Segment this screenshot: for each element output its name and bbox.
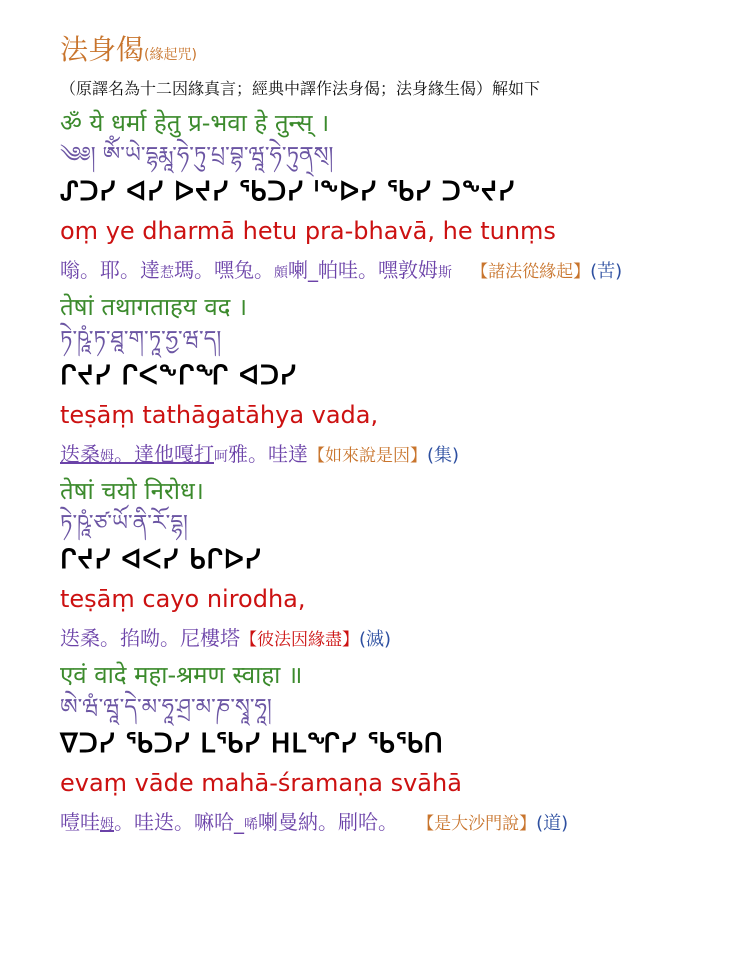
verse-chinese: [60, 618, 740, 658]
chinese-text: 嗡。耶。達: [60, 258, 160, 282]
verse-devanagari: तेषां तथागताहय वद ।: [60, 293, 248, 321]
verse-chinese: [60, 250, 740, 290]
verse-category: (苦): [590, 261, 623, 282]
chinese-text: 喇_帕哇。嘿敦姆: [288, 258, 438, 282]
verse-devanagari: एवं वादे महा-श्रमण स्वाहा ॥: [60, 661, 303, 689]
verse-category: (滅): [359, 629, 392, 650]
document: [60, 28, 740, 842]
verse-2: [60, 290, 740, 474]
verse-romanized: oṃ ye dharmā hetu pra-bhavā, he tunṃs: [60, 217, 556, 245]
verse-romanized: teṣāṃ cayo nirodha,: [60, 585, 306, 613]
chinese-text: 迭桑。掐呦。尼樓塔: [60, 626, 240, 650]
chinese-text: 噎哇: [60, 810, 100, 834]
verse-siddham: ᐁᑐᓯ ᖃᑐᓯ ᒪᖃᓯ ᕼᒪᖏᓯ ᖃᖃᑎ: [60, 729, 444, 759]
chinese-text: 瑪。嘿兔。: [174, 258, 274, 282]
verse-devanagari: तेषां चयो निरोध।: [60, 477, 204, 505]
title-row: [60, 28, 740, 68]
verse-chinese: [60, 434, 740, 474]
verse-meaning: 【如來說是因】: [308, 446, 427, 466]
verse-meaning: 【彼法因緣盡】: [240, 630, 359, 650]
verse-1: [60, 106, 740, 290]
chinese-small: 姆: [100, 449, 114, 465]
verse-siddham: ᒋᔪᓯ ᐊᐸᓯ ᑲᒋᐅᓯ: [60, 545, 262, 575]
verse-tibetan: ཨེ་ཝཾ་ཝཱ་དེ་མ་ཧཱ་ཤྲ་མ་ཎ་སྭཱ་ཧཱ།: [60, 695, 272, 720]
chinese-text: 迭桑: [60, 442, 100, 466]
chinese-text: 。哇迭。嘛哈_: [114, 810, 244, 834]
page-title: 法身偈: [60, 33, 145, 66]
verse-3: [60, 474, 740, 658]
verse-romanized: evaṃ vāde mahā-śramaṇa svāhā: [60, 769, 462, 797]
intro-text: （原譯名為十二因緣真言；經典中譯作法身偈；法身緣生偈）解如下: [60, 79, 541, 98]
chinese-small: 姆: [100, 817, 114, 833]
verse-4: [60, 658, 740, 842]
verse-meaning: 【諸法從緣起】: [471, 262, 591, 282]
verse-tibetan: ཏེ་ཥཱཾ་ཙ་ཡོ་ནི་རོ་དྷ།: [60, 511, 188, 536]
chinese-small: 唏: [244, 817, 258, 833]
chinese-text: 。達他嘎打: [114, 442, 214, 466]
verse-siddham: ᔑᑐᓯ ᐊᓯ ᐅᔪᓯ ᖃᑐᓯ ᑊᖕᐅᓯ ᖃᓯ ᑐᖕᔪᓯ: [60, 177, 515, 207]
chinese-text: 喇曼納。刷哈。: [258, 810, 398, 834]
verse-chinese: [60, 802, 740, 842]
verse-category: (道): [536, 813, 569, 834]
verse-meaning: 【是大沙門說】: [417, 814, 537, 834]
chinese-small: 頗: [274, 265, 288, 281]
verse-tibetan: ༄༅། ཨོཾ་ཡེ་དྷརྨཱ་ཧེ་ཏུ་པྲ་བྷ་ཝཱ་ཧེ་ཏུན྄ས྄།: [60, 143, 334, 168]
chinese-small: 惹: [160, 265, 174, 281]
verse-category: (集): [427, 445, 460, 466]
verse-romanized: teṣāṃ tathāgatāhya vada,: [60, 401, 379, 429]
verse-tibetan: ཏེ་ཥཱཾ་ཏ་ཐཱ་ག་ཏཱ་ཧྱ་ཝ་ད།: [60, 327, 222, 352]
page-subtitle: (緣起咒): [144, 47, 197, 63]
chinese-small: 呵: [214, 449, 228, 465]
verse-devanagari: ॐ ये धर्मा हेतु प्र-भवा हे तुन्स् ।: [60, 109, 330, 137]
chinese-small: 斯: [438, 265, 452, 281]
chinese-text: 雅。哇達: [228, 442, 308, 466]
verse-siddham: ᒋᔪᓯ ᒋᐸᖕᒋᖏ ᐊᑐᓯ: [60, 361, 297, 391]
